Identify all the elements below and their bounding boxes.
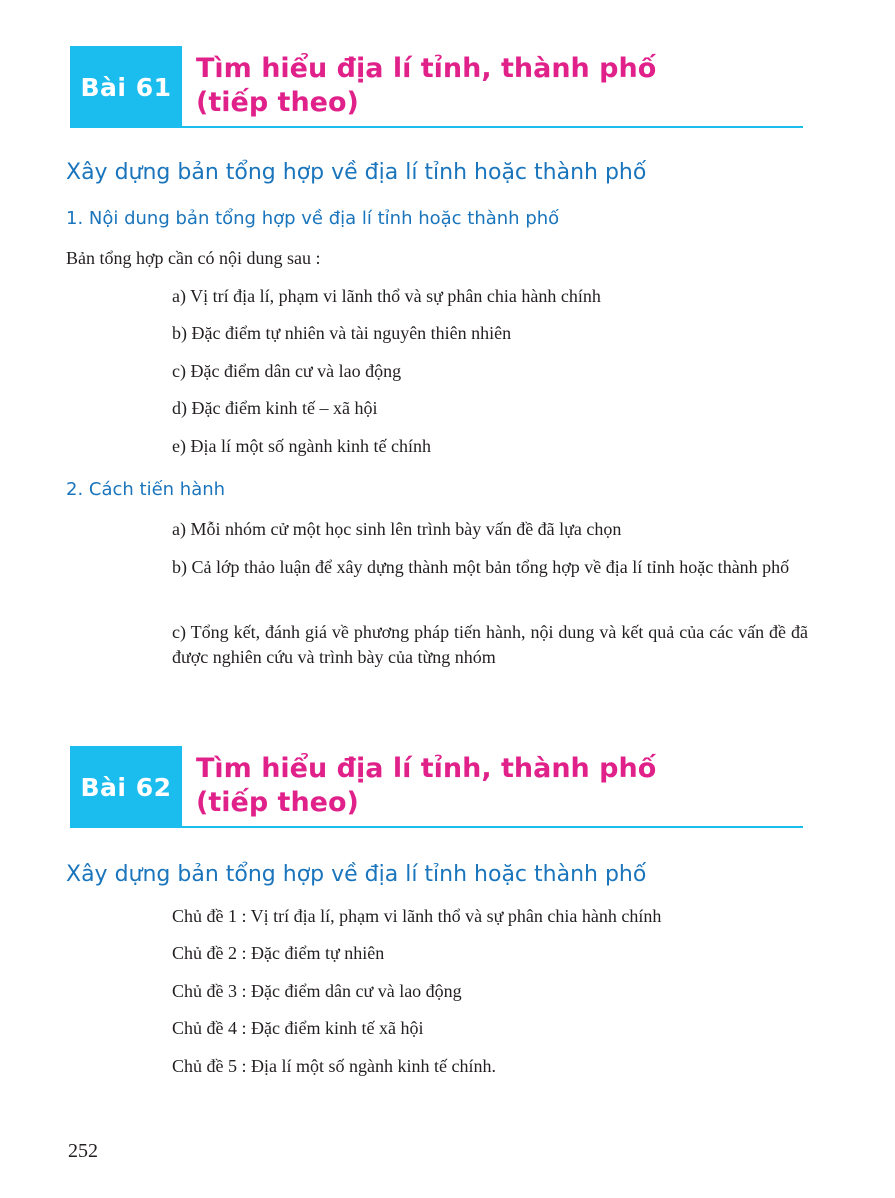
topic-item: Chủ đề 5 : Địa lí một số ngành kinh tế chính. (172, 1056, 496, 1076)
part-1-item: c) Đặc điểm dân cư và lao động (172, 361, 402, 381)
page-number: 252 (68, 1140, 98, 1162)
lesson-62-underline (182, 826, 803, 828)
part-2-item: a) Mỗi nhóm cử một học sinh lên trình bày vấn đề đã lựa chọn (172, 519, 622, 539)
topic-item: Chủ đề 3 : Đặc điểm dân cư và lao động (172, 981, 462, 1001)
lesson-62-title-line1: Tìm hiểu địa lí tỉnh, thành phố (196, 753, 657, 784)
topic-item: Chủ đề 4 : Đặc điểm kinh tế xã hội (172, 1018, 424, 1038)
part-1-item: e) Địa lí một số ngành kinh tế chính (172, 436, 431, 456)
lesson-61-underline (182, 126, 803, 128)
part-2-item: b) Cả lớp thảo luận để xây dựng thành một bản tổng hợp về địa lí tỉnh hoặc thành phố (172, 557, 790, 577)
part-1-item: a) Vị trí địa lí, phạm vi lãnh thổ và sự phân chia hành chính (172, 286, 601, 306)
lesson-62-title (196, 752, 796, 820)
lesson-61-header (70, 46, 803, 128)
lesson-62-section-heading: Xây dựng bản tổng hợp về địa lí tỉnh hoặc thành phố (66, 862, 647, 887)
lesson-62-header (70, 746, 803, 828)
lesson-62-badge: Bài 62 (70, 746, 182, 828)
lesson-61-badge: Bài 61 (70, 46, 182, 128)
part-1-heading: 1. Nội dung bản tổng hợp về địa lí tỉnh hoặc thành phố (66, 208, 560, 229)
lesson-61-title-line2: (tiếp theo) (196, 87, 359, 118)
part-1-item: b) Đặc điểm tự nhiên và tài nguyên thiên nhiên (172, 323, 512, 343)
lesson-61-title (196, 52, 796, 120)
topic-item: Chủ đề 1 : Vị trí địa lí, phạm vi lãnh thổ và sự phân chia hành chính (172, 906, 662, 926)
lesson-62-title-line2: (tiếp theo) (196, 787, 359, 818)
part-2-heading: 2. Cách tiến hành (66, 479, 226, 500)
lesson-61-section-heading: Xây dựng bản tổng hợp về địa lí tỉnh hoặc thành phố (66, 160, 647, 185)
part-1-item: d) Đặc điểm kinh tế – xã hội (172, 398, 378, 418)
part-1-intro: Bản tổng hợp cần có nội dung sau : (66, 248, 321, 268)
lesson-61-title-line1: Tìm hiểu địa lí tỉnh, thành phố (196, 53, 657, 84)
part-2-item: c) Tổng kết, đánh giá về phương pháp tiến hành, nội dung và kết quả của các vấn đề đã được nghiên cứu và trình bày của từng nhóm (172, 622, 808, 667)
topic-item: Chủ đề 2 : Đặc điểm tự nhiên (172, 943, 385, 963)
